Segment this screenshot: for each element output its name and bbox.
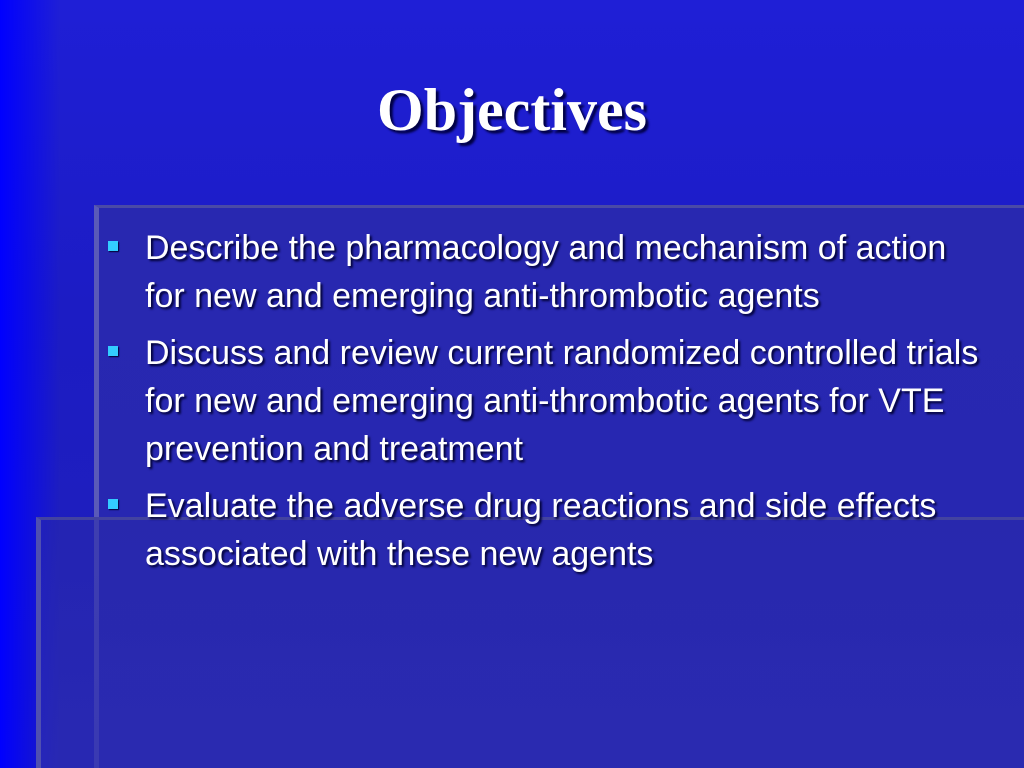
square-bullet-icon <box>108 499 118 509</box>
list-item <box>108 482 988 578</box>
list-item-text: Discuss and review current randomized controlled trials for new and emerging anti-thrombotic agents for VTE prevention and treatment <box>145 334 979 468</box>
objectives-list <box>108 224 988 587</box>
list-item-text: Describe the pharmacology and mechanism of action for new and emerging anti-thrombotic agents <box>145 229 947 315</box>
square-bullet-icon <box>108 241 118 251</box>
square-bullet-icon <box>108 346 118 356</box>
list-item <box>108 224 988 320</box>
list-item <box>108 329 988 473</box>
slide-title: Objectives <box>377 77 647 143</box>
list-item-text: Evaluate the adverse drug reactions and side effects associated with these new agents <box>145 487 937 573</box>
